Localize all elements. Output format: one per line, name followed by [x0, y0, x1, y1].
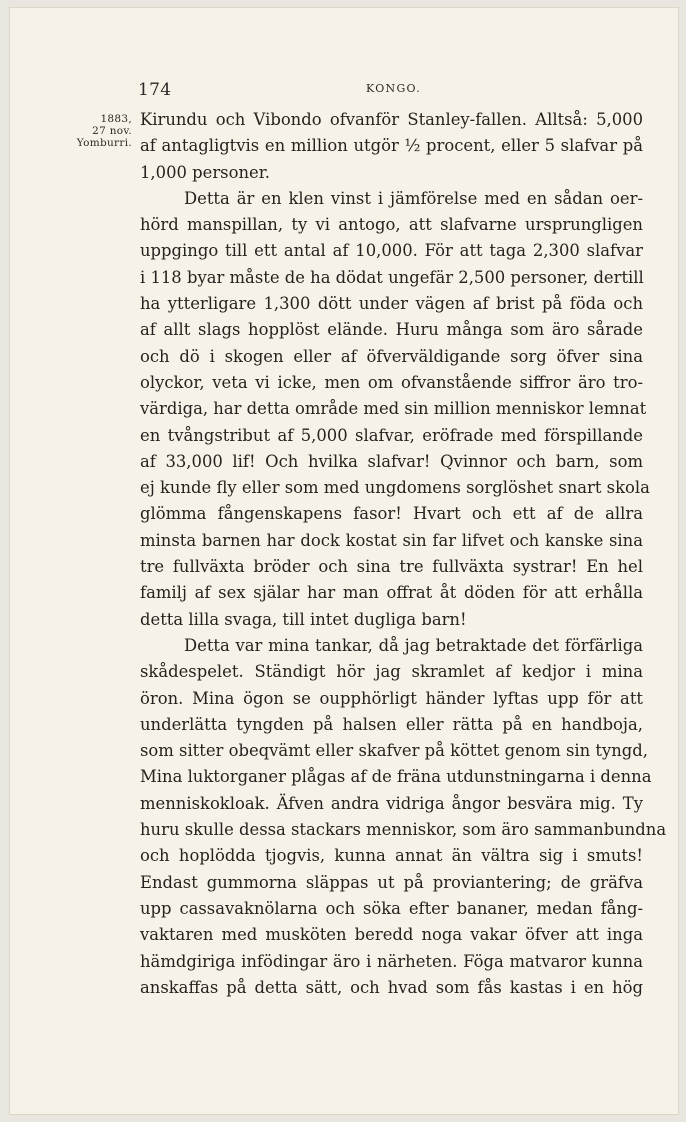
text-line: hämdgiriga infödingar äro i närheten. Föga matvaror kunna [140, 951, 643, 971]
text-line: uppgingo till ett antal af 10,000. För att taga 2,300 slafvar [140, 241, 643, 261]
margin-notes [68, 113, 132, 149]
text-line: och dö i skogen eller af öfverväldigande sorg öfver sina [140, 346, 643, 366]
text-line: familj af sex själar har man offrat åt döden för att erhålla [140, 583, 643, 603]
book-page [10, 8, 678, 1114]
text-line: af 33,000 lif! Och hvilka slafvar! Qvinnor och barn, som [140, 451, 643, 471]
page-number: 174 [138, 80, 172, 100]
text-line: huru skulle dessa stackars menniskor, som äro sammanbundna [140, 820, 667, 840]
text-line: underlätta tyngden på halsen eller rätta på en handboja, [140, 714, 643, 734]
text-line: i 118 byar måste de ha dödat ungefär 2,500 personer, dertill [140, 267, 644, 287]
text-line: hörd manspillan, ty vi antogo, att slafvarne ursprungligen [140, 215, 643, 235]
text-line: af allt slags hopplöst elände. Huru många som äro sårade [140, 320, 643, 340]
text-line: tre fullväxta bröder och sina tre fullväxta systrar! En hel [140, 557, 643, 577]
text-line: 1,000 personer. [140, 162, 270, 182]
text-line: anskaffas på detta sätt, och hvad som fås kastas i en hög [140, 977, 643, 997]
body-text [140, 107, 667, 1001]
text-line: värdiga, har detta område med sin million menniskor lemnat [140, 399, 647, 419]
text-line: ha ytterligare 1,300 dött under vägen af brist på föda och [140, 294, 643, 314]
text-line: och hoplödda tjogvis, kunna annat än vältra sig i smuts! [140, 846, 643, 866]
text-line: skådespelet. Ständigt hör jag skramlet af kedjor i mina [140, 662, 643, 682]
text-line: en tvångstribut af 5,000 slafvar, eröfrade med förspillande [140, 425, 643, 445]
text-line: Mina luktorganer plågas af de fräna utdunstningarna i denna [140, 767, 652, 787]
text-line: Kirundu och Vibondo ofvanför Stanley-fallen. Alltså: 5,000 [140, 110, 643, 129]
text-line: menniskokloak. Äfven andra vidriga ångor besvära mig. Ty [140, 793, 643, 813]
text-line: glömma fångenskapens fasor! Hvart och ett af de allra [140, 504, 643, 524]
text-line: olyckor, veta vi icke, men om ofvanstående siffror äro tro- [140, 372, 643, 392]
text-line: öron. Mina ögon se oupphörligt händer lyftas upp för att [140, 688, 643, 708]
text-line: minsta barnen har dock kostat sin far lifvet och kanske sina [140, 530, 643, 550]
margin-note-date: 27 nov. [92, 125, 132, 137]
text-line: upp cassavaknölarna och söka efter bananer, medan fång- [140, 898, 643, 918]
text-line: vaktaren med musköten beredd noga vakar öfver att inga [140, 925, 643, 945]
running-title: KONGO. [366, 82, 422, 95]
text-line: ej kunde fly eller som med ungdomens sorglöshet snart skola [140, 478, 650, 498]
running-head [138, 78, 643, 104]
margin-note-year: 1883, [100, 113, 132, 125]
text-line: af antagligtvis en million utgör ½ procent, eller 5 slafvar på [140, 136, 643, 156]
text-line: Detta var mina tankar, då jag betraktade det förfärliga [184, 635, 643, 655]
text-line: Detta är en klen vinst i jämförelse med en sådan oer- [184, 188, 643, 208]
text-line: Endast gummorna släppas ut på proviantering; de gräfva [140, 872, 643, 892]
text-line: som sitter obeqvämt eller skafver på köttet genom sin tyngd, [140, 741, 648, 761]
text-line: detta lilla svaga, till intet dugliga barn! [140, 609, 467, 629]
margin-note-place: Yomburri. [76, 137, 132, 149]
